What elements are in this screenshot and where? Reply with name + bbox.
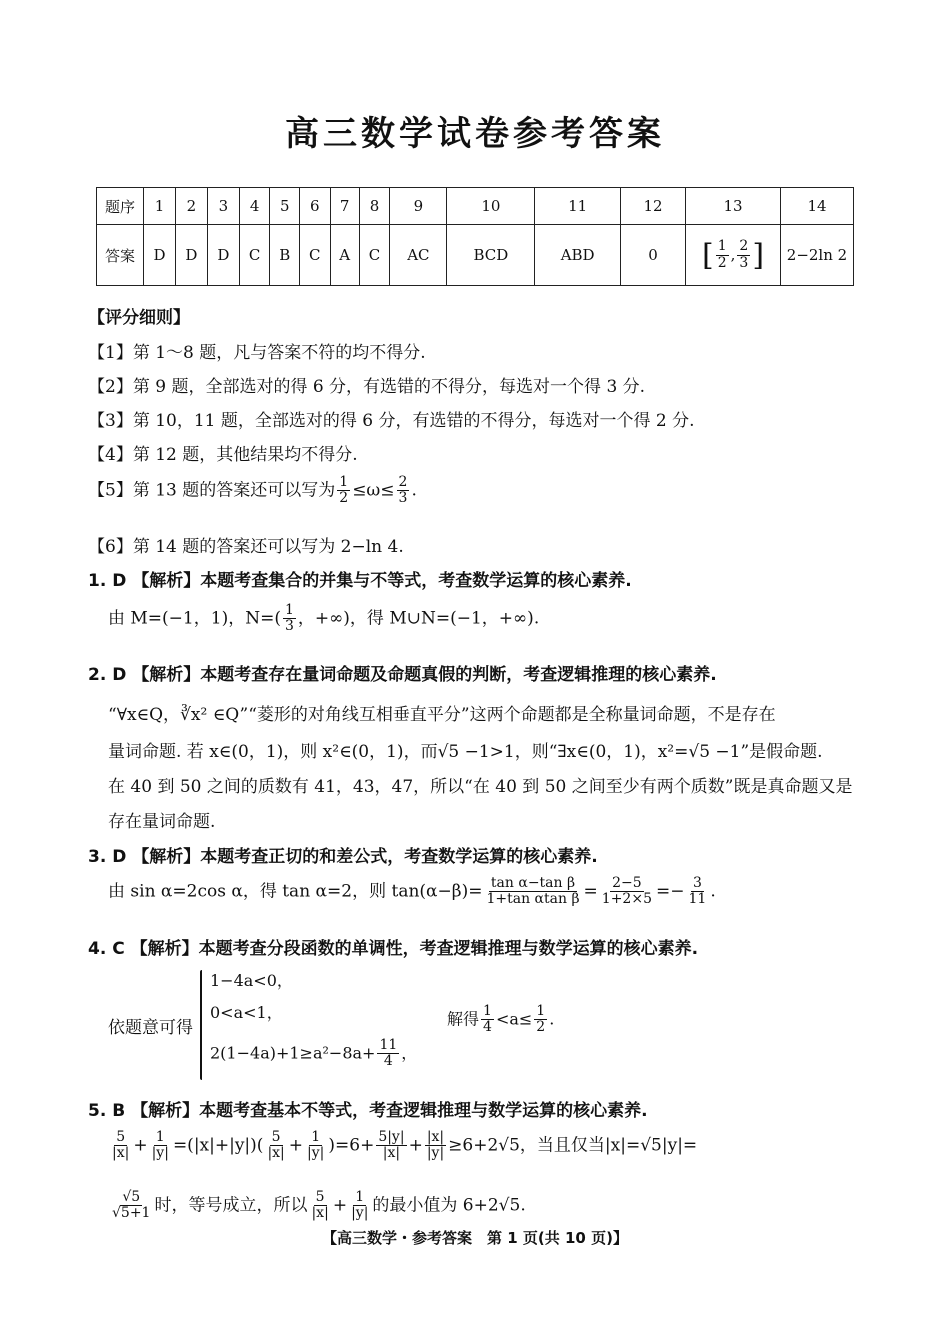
page-title: 高三数学试卷参考答案 — [285, 114, 665, 154]
table-cell: D — [175, 225, 207, 286]
page-footer: 【高三数学・参考答案 第 1 页(共 10 页)】 — [322, 1229, 628, 1247]
table-cell: 13 — [686, 188, 781, 225]
rubric-item: 【1】第 1～8 题，凡与答案不符的均不得分. — [88, 343, 426, 363]
table-cell: 11 — [535, 188, 621, 225]
rubric-item: 【5】第 13 题的答案还可以写为 $\frac{1}{2}$ ≤ω≤ $\frac{2}{3}$ . — [88, 474, 417, 507]
q2-heading: 2. D 【解析】本题考查存在量词命题及命题真假的判断，考查逻辑推理的核心素养. — [88, 665, 717, 685]
rubric-item: 【3】第 10，11 题，全部选对的得 6 分，有选错的不得分，每选对一个得 2 分. — [88, 411, 695, 431]
table-cell: B — [270, 225, 300, 286]
condition: 1−4a<0， — [210, 971, 293, 990]
table-cell: D — [207, 225, 239, 286]
q1-body: 由 M=(−1，1)，N=( $\frac{1}{3}$ ，+∞)，得 M∪N=(−1，+∞). — [108, 602, 540, 635]
condition: 0<a<1， — [210, 1003, 283, 1022]
table-cell: A — [330, 225, 359, 286]
condition: 2(1−4a)+1≥a²−8a+ $\frac{11}{4}$ ， — [210, 1037, 418, 1070]
fraction: $\frac{2}{3}$ — [739, 238, 749, 271]
table-cell: C — [359, 225, 390, 286]
table-cell-13: [ $\frac{1}{2}$ , $\frac{2}{3}$ ] — [686, 225, 781, 286]
table-cell: 10 — [447, 188, 535, 225]
table-cell: 8 — [359, 188, 390, 225]
table-cell: D — [144, 225, 176, 286]
table-cell: C — [239, 225, 270, 286]
fraction: $\frac{1}{2}$ — [717, 238, 727, 271]
table-cell: 14 — [781, 188, 854, 225]
table-cell: ABD — [535, 225, 621, 286]
q1-heading: 1. D 【解析】本题考查集合的并集与不等式，考查数学运算的核心素养. — [88, 571, 632, 591]
rubric-item: 【4】第 12 题，其他结果均不得分. — [88, 445, 358, 465]
q3-heading: 3. D 【解析】本题考查正切的和差公式，考查数学运算的核心素养. — [88, 847, 598, 867]
brace — [200, 970, 202, 1080]
q4-solution: 解得 $\frac{1}{4}$ <a≤ $\frac{1}{2}$ . — [447, 1003, 555, 1036]
row-label: 题序 — [97, 188, 144, 225]
table-cell: 6 — [299, 188, 330, 225]
table-cell: 7 — [330, 188, 359, 225]
q3-body: 由 sin α=2cos α，得 tan α=2，则 tan(α−β)= $\frac{\text{tan α−tan β}}{\text{1+tan αtan β}}$ = $\frac{2-5}{1+2\times 5}$ =− $\frac{3}{11}$ . — [108, 875, 716, 908]
q2-line: 存在量词命题. — [108, 812, 216, 832]
rubric-item: 【2】第 9 题，全部选对的得 6 分，有选错的不得分，每选对一个得 3 分. — [88, 377, 646, 397]
table-cell: 9 — [390, 188, 447, 225]
table-cell: BCD — [447, 225, 535, 286]
q2-line: 在 40 到 50 之间的质数有 41，43，47，所以“在 40 到 50 之间至少有两个质数”既是真命题又是 — [108, 777, 853, 797]
q5-line: $\frac{√5}{√5+1}$ 时，等号成立，所以 $\frac{5}{|x|}$ + $\frac{1}{|y|}$ 的最小值为 6+2√5. — [112, 1189, 526, 1222]
q2-line: “∀x∈Q，∛x² ∈Q”“菱形的对角线互相垂直平分”这两个命题都是全称量词命题，不是存在 — [108, 705, 776, 725]
table-row — [97, 225, 854, 286]
q2-line: 量词命题. 若 x∈(0，1)，则 x²∈(0，1)，而√5 −1>1，则“∃x∈(0，1)，x²=√5 −1”是假命题. — [108, 742, 823, 762]
rubric-heading: 【评分细则】 — [88, 308, 190, 328]
table-cell: 0 — [621, 225, 686, 286]
answer-table — [96, 187, 854, 286]
q5-line: $\frac{5}{|x|}$ + $\frac{1}{|y|}$ =(|x|+|y|)( $\frac{5}{|x|}$ + $\frac{1}{|y|}$ )=6+ $\frac{5|y|}{|x|}$ + $\frac{|x|}{|y|}$ ≥6+2√5，当且仅当|x|=√5|y|= — [112, 1129, 698, 1162]
q4-lead: 依题意可得 — [108, 1018, 193, 1038]
table-cell: 5 — [270, 188, 300, 225]
table-cell: 1 — [144, 188, 176, 225]
table-row — [97, 188, 854, 225]
table-cell: C — [299, 225, 330, 286]
table-cell: 3 — [207, 188, 239, 225]
table-cell: 2 — [175, 188, 207, 225]
table-cell: 2−2ln 2 — [781, 225, 854, 286]
table-cell: 4 — [239, 188, 270, 225]
row-label: 答案 — [97, 225, 144, 286]
q5-heading: 5. B 【解析】本题考查基本不等式，考查逻辑推理与数学运算的核心素养. — [88, 1101, 648, 1121]
table-cell: 12 — [621, 188, 686, 225]
table-cell: AC — [390, 225, 447, 286]
rubric-item: 【6】第 14 题的答案还可以写为 2−ln 4. — [88, 537, 404, 557]
q4-heading: 4. C 【解析】本题考查分段函数的单调性，考查逻辑推理与数学运算的核心素养. — [88, 939, 699, 959]
